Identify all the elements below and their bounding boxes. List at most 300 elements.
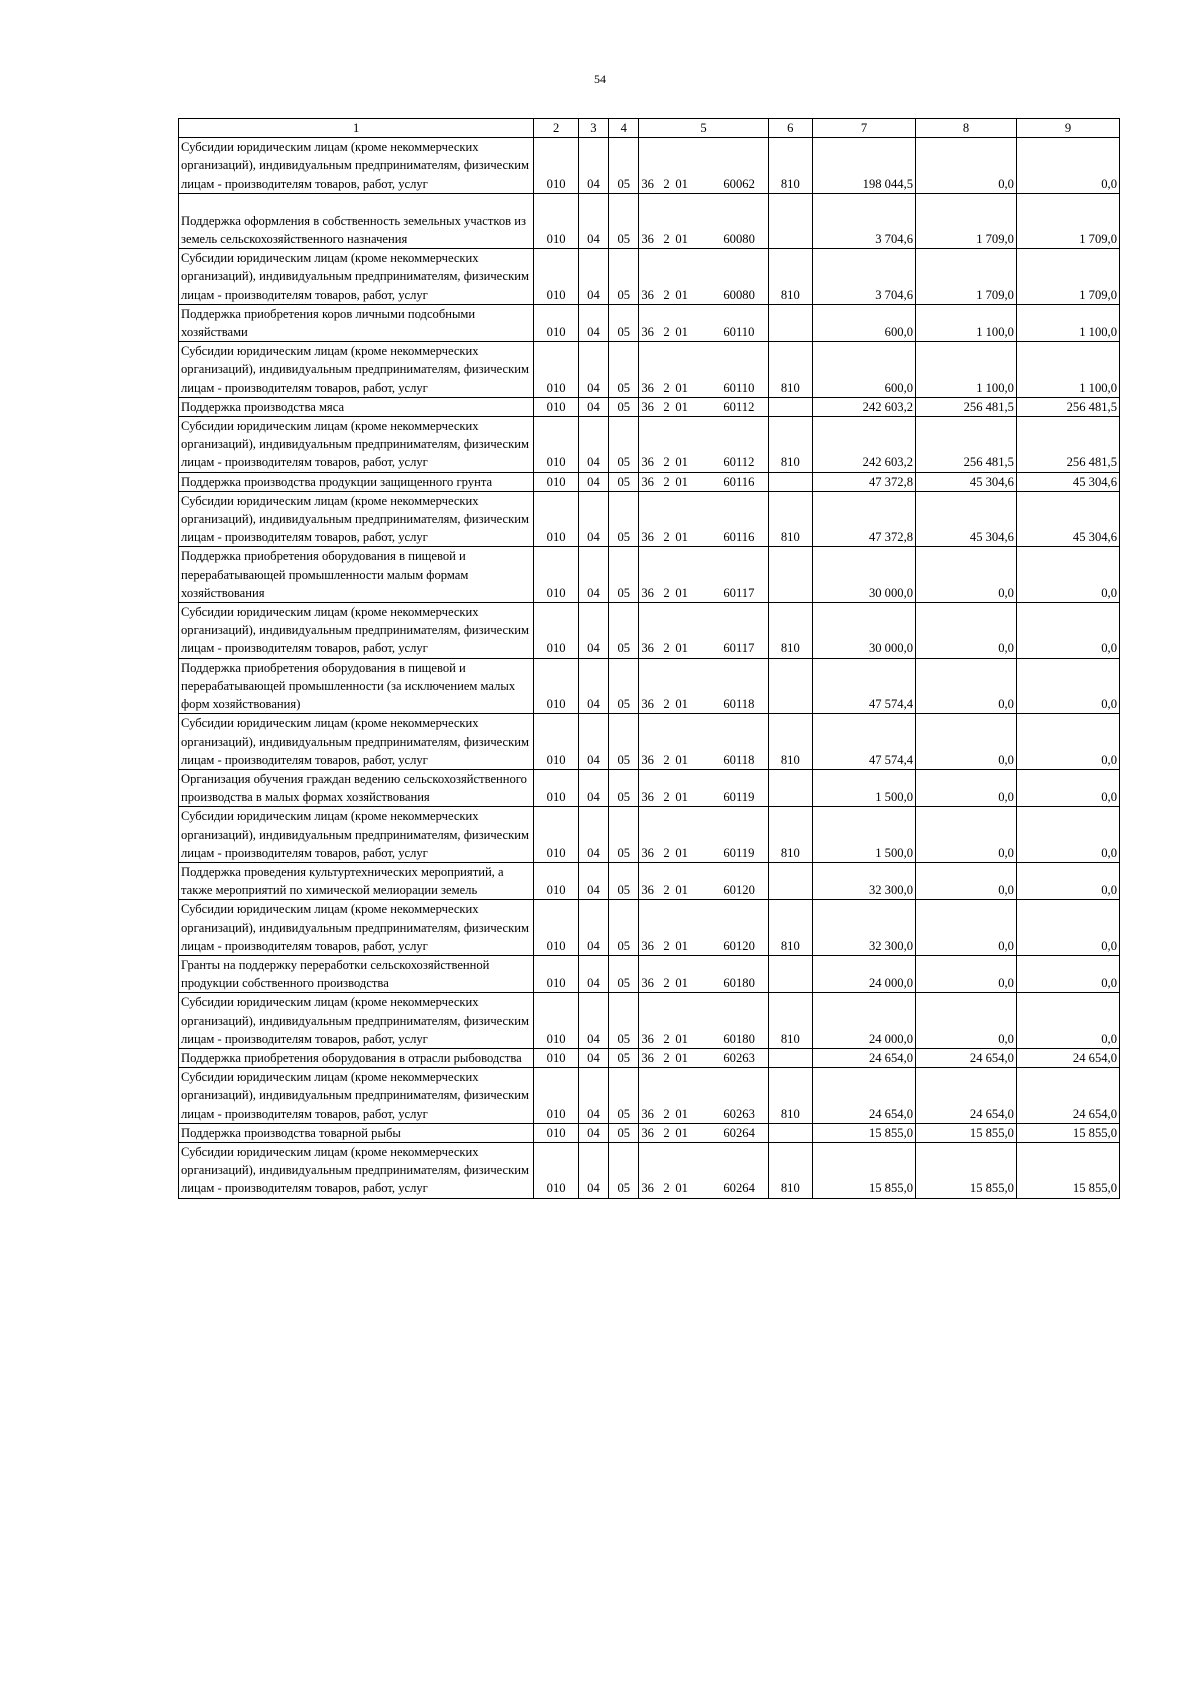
target-code-part: 60120 bbox=[723, 938, 755, 953]
row-target-code-cell bbox=[639, 547, 768, 603]
table-row bbox=[179, 807, 1120, 863]
row-target-code-cell bbox=[639, 397, 768, 416]
row-amount-col8: 1 709,0 bbox=[916, 193, 1017, 248]
table-row bbox=[179, 955, 1120, 992]
row-amount-col7: 242 603,2 bbox=[813, 417, 916, 473]
row-amount-col8: 256 481,5 bbox=[916, 397, 1017, 416]
target-code-part: 01 bbox=[675, 287, 688, 302]
row-expense-type-cell: 810 bbox=[768, 1142, 812, 1198]
row-name-cell: Поддержка проведения культуртехнических мероприятий, а также мероприятий по химической мелиорации земель bbox=[179, 862, 534, 899]
row-subsection-cell: 04 bbox=[578, 993, 608, 1049]
header-cell: 8 bbox=[916, 119, 1017, 138]
target-code-part: 36 bbox=[641, 474, 654, 489]
row-name-cell: Субсидии юридическим лицам (кроме некоммерческих организаций), индивидуальным предпринимателям, физическим лицам - производителям товаров, работ, услуг bbox=[179, 807, 534, 863]
row-target-code-cell bbox=[639, 1048, 768, 1067]
row-subsection2-cell: 05 bbox=[609, 807, 639, 863]
row-expense-type-cell: 810 bbox=[768, 491, 812, 547]
target-code-part: 36 bbox=[641, 380, 654, 395]
row-subsection2-cell: 05 bbox=[609, 900, 639, 956]
table-row bbox=[179, 547, 1120, 603]
target-code-part: 01 bbox=[675, 1106, 688, 1121]
row-amount-col9: 256 481,5 bbox=[1016, 397, 1119, 416]
target-code-part: 36 bbox=[641, 752, 654, 767]
header-cell: 1 bbox=[179, 119, 534, 138]
target-code-part: 60264 bbox=[723, 1125, 755, 1140]
table-row bbox=[179, 472, 1120, 491]
target-code-part: 01 bbox=[675, 474, 688, 489]
row-amount-col7: 24 000,0 bbox=[813, 955, 916, 992]
row-name-cell: Поддержка приобретения коров личными подсобными хозяйствами bbox=[179, 304, 534, 341]
target-code-part: 2 bbox=[663, 325, 670, 340]
row-subsection-cell: 04 bbox=[578, 658, 608, 714]
row-amount-col7: 30 000,0 bbox=[813, 603, 916, 659]
row-target-code-cell bbox=[639, 955, 768, 992]
row-amount-col8: 0,0 bbox=[916, 955, 1017, 992]
row-section-cell: 010 bbox=[534, 304, 578, 341]
row-name-cell: Поддержка производства товарной рыбы bbox=[179, 1123, 534, 1142]
target-code-part: 36 bbox=[641, 938, 654, 953]
row-subsection2-cell: 05 bbox=[609, 417, 639, 473]
target-code-part: 36 bbox=[641, 883, 654, 898]
row-section-cell: 010 bbox=[534, 993, 578, 1049]
row-amount-col9: 0,0 bbox=[1016, 138, 1119, 194]
row-expense-type-cell: 810 bbox=[768, 249, 812, 305]
row-amount-col7: 1 500,0 bbox=[813, 807, 916, 863]
row-amount-col7: 24 654,0 bbox=[813, 1048, 916, 1067]
row-section-cell: 010 bbox=[534, 807, 578, 863]
row-amount-col7: 30 000,0 bbox=[813, 547, 916, 603]
table-row bbox=[179, 249, 1120, 305]
target-code-part: 60116 bbox=[723, 530, 755, 545]
row-expense-type-cell: 810 bbox=[768, 714, 812, 770]
row-target-code-cell bbox=[639, 491, 768, 547]
row-expense-type-cell bbox=[768, 769, 812, 806]
target-code-part: 36 bbox=[641, 287, 654, 302]
table-row bbox=[179, 1123, 1120, 1142]
row-subsection2-cell: 05 bbox=[609, 603, 639, 659]
target-code-part: 60119 bbox=[723, 790, 755, 805]
target-code-part: 01 bbox=[675, 530, 688, 545]
target-code-part: 2 bbox=[663, 1106, 670, 1121]
row-name-cell: Поддержка производства продукции защищенного грунта bbox=[179, 472, 534, 491]
row-section-cell: 010 bbox=[534, 397, 578, 416]
row-name-cell: Поддержка приобретения оборудования в отрасли рыбоводства bbox=[179, 1048, 534, 1067]
row-amount-col8: 0,0 bbox=[916, 714, 1017, 770]
row-target-code-cell bbox=[639, 993, 768, 1049]
target-code-part: 60264 bbox=[723, 1181, 755, 1196]
target-code-part: 01 bbox=[675, 325, 688, 340]
row-amount-col9: 256 481,5 bbox=[1016, 417, 1119, 473]
target-code-part: 01 bbox=[675, 938, 688, 953]
row-amount-col7: 24 000,0 bbox=[813, 993, 916, 1049]
target-code-part: 36 bbox=[641, 1031, 654, 1046]
row-subsection-cell: 04 bbox=[578, 491, 608, 547]
row-amount-col9: 0,0 bbox=[1016, 547, 1119, 603]
header-cell: 6 bbox=[768, 119, 812, 138]
row-subsection-cell: 04 bbox=[578, 769, 608, 806]
row-subsection2-cell: 05 bbox=[609, 193, 639, 248]
row-subsection-cell: 04 bbox=[578, 342, 608, 398]
row-amount-col9: 24 654,0 bbox=[1016, 1068, 1119, 1124]
row-expense-type-cell: 810 bbox=[768, 807, 812, 863]
row-amount-col8: 24 654,0 bbox=[916, 1048, 1017, 1067]
target-code-part: 2 bbox=[663, 287, 670, 302]
row-amount-col8: 1 100,0 bbox=[916, 342, 1017, 398]
row-target-code-cell bbox=[639, 807, 768, 863]
target-code-part: 01 bbox=[675, 641, 688, 656]
row-amount-col7: 32 300,0 bbox=[813, 862, 916, 899]
target-code-part: 2 bbox=[663, 399, 670, 414]
target-code-part: 01 bbox=[675, 1181, 688, 1196]
row-amount-col8: 45 304,6 bbox=[916, 472, 1017, 491]
table-row bbox=[179, 1142, 1120, 1198]
row-subsection2-cell: 05 bbox=[609, 472, 639, 491]
row-amount-col9: 45 304,6 bbox=[1016, 472, 1119, 491]
target-code-part: 60062 bbox=[723, 176, 755, 191]
row-amount-col8: 24 654,0 bbox=[916, 1068, 1017, 1124]
row-expense-type-cell bbox=[768, 955, 812, 992]
target-code-part: 2 bbox=[663, 1031, 670, 1046]
row-subsection-cell: 04 bbox=[578, 603, 608, 659]
row-amount-col7: 47 372,8 bbox=[813, 491, 916, 547]
row-target-code-cell bbox=[639, 658, 768, 714]
row-name-cell: Субсидии юридическим лицам (кроме некоммерческих организаций), индивидуальным предпринимателям, физическим лицам - производителям товаров, работ, услуг bbox=[179, 138, 534, 194]
row-subsection-cell: 04 bbox=[578, 1068, 608, 1124]
row-amount-col7: 32 300,0 bbox=[813, 900, 916, 956]
row-amount-col7: 15 855,0 bbox=[813, 1142, 916, 1198]
row-amount-col7: 600,0 bbox=[813, 304, 916, 341]
row-subsection-cell: 04 bbox=[578, 138, 608, 194]
row-name-cell: Субсидии юридическим лицам (кроме некоммерческих организаций), индивидуальным предпринимателям, физическим лицам - производителям товаров, работ, услуг bbox=[179, 993, 534, 1049]
target-code-part: 01 bbox=[675, 380, 688, 395]
header-cell: 3 bbox=[578, 119, 608, 138]
row-section-cell: 010 bbox=[534, 955, 578, 992]
target-code-part: 01 bbox=[675, 845, 688, 860]
row-section-cell: 010 bbox=[534, 862, 578, 899]
row-amount-col8: 1 100,0 bbox=[916, 304, 1017, 341]
row-amount-col8: 0,0 bbox=[916, 900, 1017, 956]
target-code-part: 2 bbox=[663, 976, 670, 991]
row-subsection2-cell: 05 bbox=[609, 955, 639, 992]
target-code-part: 60110 bbox=[723, 380, 755, 395]
row-subsection-cell: 04 bbox=[578, 1048, 608, 1067]
row-target-code-cell bbox=[639, 900, 768, 956]
target-code-part: 60263 bbox=[723, 1106, 755, 1121]
row-subsection2-cell: 05 bbox=[609, 714, 639, 770]
table-row bbox=[179, 342, 1120, 398]
row-amount-col7: 47 574,4 bbox=[813, 658, 916, 714]
row-subsection2-cell: 05 bbox=[609, 491, 639, 547]
target-code-part: 36 bbox=[641, 976, 654, 991]
header-cell: 9 bbox=[1016, 119, 1119, 138]
row-expense-type-cell bbox=[768, 472, 812, 491]
row-amount-col9: 1 100,0 bbox=[1016, 304, 1119, 341]
row-subsection2-cell: 05 bbox=[609, 658, 639, 714]
target-code-part: 36 bbox=[641, 325, 654, 340]
row-name-cell: Поддержка производства мяса bbox=[179, 397, 534, 416]
row-subsection-cell: 04 bbox=[578, 807, 608, 863]
target-code-part: 2 bbox=[663, 1050, 670, 1065]
header-cell: 7 bbox=[813, 119, 916, 138]
row-amount-col7: 47 574,4 bbox=[813, 714, 916, 770]
row-amount-col9: 1 100,0 bbox=[1016, 342, 1119, 398]
row-name-cell: Субсидии юридическим лицам (кроме некоммерческих организаций), индивидуальным предпринимателям, физическим лицам - производителям товаров, работ, услуг bbox=[179, 1142, 534, 1198]
row-amount-col8: 45 304,6 bbox=[916, 491, 1017, 547]
target-code-part: 36 bbox=[641, 232, 654, 247]
target-code-part: 01 bbox=[675, 232, 688, 247]
row-amount-col7: 3 704,6 bbox=[813, 193, 916, 248]
target-code-part: 36 bbox=[641, 790, 654, 805]
header-cell: 2 bbox=[534, 119, 578, 138]
row-expense-type-cell: 810 bbox=[768, 900, 812, 956]
row-expense-type-cell: 810 bbox=[768, 417, 812, 473]
target-code-part: 36 bbox=[641, 1181, 654, 1196]
target-code-part: 60080 bbox=[723, 287, 755, 302]
row-subsection2-cell: 05 bbox=[609, 862, 639, 899]
target-code-part: 60120 bbox=[723, 883, 755, 898]
row-target-code-cell bbox=[639, 769, 768, 806]
target-code-part: 01 bbox=[675, 1050, 688, 1065]
row-target-code-cell bbox=[639, 1068, 768, 1124]
row-amount-col9: 15 855,0 bbox=[1016, 1142, 1119, 1198]
target-code-part: 01 bbox=[675, 697, 688, 712]
row-amount-col9: 0,0 bbox=[1016, 603, 1119, 659]
row-amount-col8: 0,0 bbox=[916, 807, 1017, 863]
target-code-part: 60112 bbox=[723, 455, 755, 470]
table-row bbox=[179, 769, 1120, 806]
target-code-part: 60117 bbox=[723, 641, 755, 656]
row-subsection2-cell: 05 bbox=[609, 769, 639, 806]
row-section-cell: 010 bbox=[534, 417, 578, 473]
row-section-cell: 010 bbox=[534, 603, 578, 659]
row-expense-type-cell: 810 bbox=[768, 993, 812, 1049]
target-code-part: 2 bbox=[663, 1181, 670, 1196]
row-subsection2-cell: 05 bbox=[609, 993, 639, 1049]
row-target-code-cell bbox=[639, 1123, 768, 1142]
row-amount-col7: 242 603,2 bbox=[813, 397, 916, 416]
row-name-cell: Субсидии юридическим лицам (кроме некоммерческих организаций), индивидуальным предпринимателям, физическим лицам - производителям товаров, работ, услуг bbox=[179, 900, 534, 956]
header-row bbox=[179, 119, 1120, 138]
row-name-cell: Субсидии юридическим лицам (кроме некоммерческих организаций), индивидуальным предпринимателям, физическим лицам - производителям товаров, работ, услуг bbox=[179, 417, 534, 473]
target-code-part: 60116 bbox=[723, 474, 755, 489]
target-code-part: 2 bbox=[663, 641, 670, 656]
row-subsection-cell: 04 bbox=[578, 193, 608, 248]
target-code-part: 60117 bbox=[723, 585, 755, 600]
row-section-cell: 010 bbox=[534, 900, 578, 956]
row-amount-col7: 600,0 bbox=[813, 342, 916, 398]
table-row bbox=[179, 417, 1120, 473]
target-code-part: 2 bbox=[663, 938, 670, 953]
row-expense-type-cell bbox=[768, 397, 812, 416]
row-subsection-cell: 04 bbox=[578, 955, 608, 992]
table-row bbox=[179, 397, 1120, 416]
table-row bbox=[179, 658, 1120, 714]
row-section-cell: 010 bbox=[534, 547, 578, 603]
target-code-part: 2 bbox=[663, 790, 670, 805]
row-subsection2-cell: 05 bbox=[609, 1123, 639, 1142]
target-code-part: 2 bbox=[663, 585, 670, 600]
row-amount-col7: 198 044,5 bbox=[813, 138, 916, 194]
row-target-code-cell bbox=[639, 862, 768, 899]
row-target-code-cell bbox=[639, 714, 768, 770]
row-name-cell: Гранты на поддержку переработки сельскохозяйственной продукции собственного производства bbox=[179, 955, 534, 992]
row-subsection-cell: 04 bbox=[578, 1123, 608, 1142]
target-code-part: 36 bbox=[641, 585, 654, 600]
table-row bbox=[179, 900, 1120, 956]
row-amount-col9: 1 709,0 bbox=[1016, 249, 1119, 305]
row-subsection2-cell: 05 bbox=[609, 397, 639, 416]
target-code-part: 36 bbox=[641, 530, 654, 545]
row-name-cell: Субсидии юридическим лицам (кроме некоммерческих организаций), индивидуальным предпринимателям, физическим лицам - производителям товаров, работ, услуг bbox=[179, 1068, 534, 1124]
row-subsection2-cell: 05 bbox=[609, 249, 639, 305]
page-number: 54 bbox=[594, 72, 606, 86]
row-expense-type-cell bbox=[768, 862, 812, 899]
row-amount-col9: 0,0 bbox=[1016, 900, 1119, 956]
row-subsection-cell: 04 bbox=[578, 862, 608, 899]
row-amount-col9: 0,0 bbox=[1016, 658, 1119, 714]
row-subsection-cell: 04 bbox=[578, 714, 608, 770]
row-target-code-cell bbox=[639, 304, 768, 341]
table-row bbox=[179, 138, 1120, 194]
row-name-cell: Субсидии юридическим лицам (кроме некоммерческих организаций), индивидуальным предпринимателям, физическим лицам - производителям товаров, работ, услуг bbox=[179, 342, 534, 398]
row-amount-col7: 3 704,6 bbox=[813, 249, 916, 305]
target-code-part: 01 bbox=[675, 1031, 688, 1046]
target-code-part: 60180 bbox=[723, 1031, 755, 1046]
target-code-part: 60118 bbox=[723, 752, 755, 767]
target-code-part: 36 bbox=[641, 1106, 654, 1121]
target-code-part: 36 bbox=[641, 399, 654, 414]
row-amount-col8: 0,0 bbox=[916, 862, 1017, 899]
row-amount-col8: 0,0 bbox=[916, 547, 1017, 603]
budget-table bbox=[178, 118, 1120, 1199]
row-target-code-cell bbox=[639, 342, 768, 398]
table-row bbox=[179, 714, 1120, 770]
row-amount-col7: 24 654,0 bbox=[813, 1068, 916, 1124]
target-code-part: 2 bbox=[663, 845, 670, 860]
target-code-part: 2 bbox=[663, 1125, 670, 1140]
header-cell: 4 bbox=[609, 119, 639, 138]
row-name-cell: Субсидии юридическим лицам (кроме некоммерческих организаций), индивидуальным предпринимателям, физическим лицам - производителям товаров, работ, услуг bbox=[179, 603, 534, 659]
row-section-cell: 010 bbox=[534, 1123, 578, 1142]
row-expense-type-cell bbox=[768, 193, 812, 248]
target-code-part: 2 bbox=[663, 697, 670, 712]
row-amount-col8: 0,0 bbox=[916, 603, 1017, 659]
row-name-cell: Субсидии юридическим лицам (кроме некоммерческих организаций), индивидуальным предпринимателям, физическим лицам - производителям товаров, работ, услуг bbox=[179, 491, 534, 547]
row-expense-type-cell bbox=[768, 658, 812, 714]
row-name-cell: Субсидии юридическим лицам (кроме некоммерческих организаций), индивидуальным предпринимателям, физическим лицам - производителям товаров, работ, услуг bbox=[179, 714, 534, 770]
target-code-part: 60080 bbox=[723, 232, 755, 247]
target-code-part: 01 bbox=[675, 585, 688, 600]
row-section-cell: 010 bbox=[534, 769, 578, 806]
table-row bbox=[179, 862, 1120, 899]
target-code-part: 36 bbox=[641, 697, 654, 712]
row-expense-type-cell: 810 bbox=[768, 342, 812, 398]
row-amount-col8: 256 481,5 bbox=[916, 417, 1017, 473]
row-section-cell: 010 bbox=[534, 193, 578, 248]
target-code-part: 2 bbox=[663, 474, 670, 489]
table-row bbox=[179, 1048, 1120, 1067]
target-code-part: 60118 bbox=[723, 697, 755, 712]
row-amount-col9: 1 709,0 bbox=[1016, 193, 1119, 248]
target-code-part: 36 bbox=[641, 455, 654, 470]
table-row bbox=[179, 1068, 1120, 1124]
target-code-part: 60110 bbox=[723, 325, 755, 340]
target-code-part: 36 bbox=[641, 641, 654, 656]
row-expense-type-cell: 810 bbox=[768, 603, 812, 659]
row-amount-col9: 0,0 bbox=[1016, 714, 1119, 770]
row-name-cell: Организация обучения граждан ведению сельскохозяйственного производства в малых формах хозяйствования bbox=[179, 769, 534, 806]
target-code-part: 60180 bbox=[723, 976, 755, 991]
row-subsection2-cell: 05 bbox=[609, 1142, 639, 1198]
row-name-cell: Поддержка приобретения оборудования в пищевой и перерабатывающей промышленности малым формам хозяйствования bbox=[179, 547, 534, 603]
row-subsection-cell: 04 bbox=[578, 397, 608, 416]
row-expense-type-cell: 810 bbox=[768, 138, 812, 194]
row-section-cell: 010 bbox=[534, 714, 578, 770]
row-expense-type-cell bbox=[768, 547, 812, 603]
row-name-cell: Субсидии юридическим лицам (кроме некоммерческих организаций), индивидуальным предпринимателям, физическим лицам - производителям товаров, работ, услуг bbox=[179, 249, 534, 305]
row-subsection2-cell: 05 bbox=[609, 547, 639, 603]
target-code-part: 2 bbox=[663, 380, 670, 395]
row-amount-col7: 15 855,0 bbox=[813, 1123, 916, 1142]
row-amount-col9: 24 654,0 bbox=[1016, 1048, 1119, 1067]
row-section-cell: 010 bbox=[534, 658, 578, 714]
target-code-part: 36 bbox=[641, 1050, 654, 1065]
row-section-cell: 010 bbox=[534, 1048, 578, 1067]
target-code-part: 01 bbox=[675, 752, 688, 767]
target-code-part: 01 bbox=[675, 790, 688, 805]
row-section-cell: 010 bbox=[534, 1142, 578, 1198]
target-code-part: 01 bbox=[675, 399, 688, 414]
row-subsection2-cell: 05 bbox=[609, 342, 639, 398]
target-code-part: 2 bbox=[663, 883, 670, 898]
row-subsection2-cell: 05 bbox=[609, 1068, 639, 1124]
row-subsection-cell: 04 bbox=[578, 547, 608, 603]
target-code-part: 2 bbox=[663, 176, 670, 191]
row-amount-col9: 0,0 bbox=[1016, 807, 1119, 863]
row-amount-col9: 0,0 bbox=[1016, 993, 1119, 1049]
table-row bbox=[179, 993, 1120, 1049]
row-amount-col8: 0,0 bbox=[916, 769, 1017, 806]
target-code-part: 36 bbox=[641, 1125, 654, 1140]
row-amount-col8: 15 855,0 bbox=[916, 1142, 1017, 1198]
row-amount-col9: 15 855,0 bbox=[1016, 1123, 1119, 1142]
row-expense-type-cell bbox=[768, 304, 812, 341]
table-row bbox=[179, 304, 1120, 341]
row-subsection-cell: 04 bbox=[578, 472, 608, 491]
table-row bbox=[179, 603, 1120, 659]
target-code-part: 2 bbox=[663, 530, 670, 545]
row-amount-col9: 0,0 bbox=[1016, 862, 1119, 899]
target-code-part: 36 bbox=[641, 845, 654, 860]
row-subsection2-cell: 05 bbox=[609, 304, 639, 341]
row-section-cell: 010 bbox=[534, 249, 578, 305]
row-subsection-cell: 04 bbox=[578, 900, 608, 956]
row-section-cell: 010 bbox=[534, 342, 578, 398]
row-amount-col8: 15 855,0 bbox=[916, 1123, 1017, 1142]
table-row bbox=[179, 491, 1120, 547]
target-code-part: 2 bbox=[663, 752, 670, 767]
target-code-part: 01 bbox=[675, 455, 688, 470]
row-expense-type-cell: 810 bbox=[768, 1068, 812, 1124]
row-subsection2-cell: 05 bbox=[609, 138, 639, 194]
table-row bbox=[179, 193, 1120, 248]
row-amount-col8: 1 709,0 bbox=[916, 249, 1017, 305]
row-expense-type-cell bbox=[768, 1123, 812, 1142]
row-target-code-cell bbox=[639, 472, 768, 491]
row-amount-col9: 45 304,6 bbox=[1016, 491, 1119, 547]
row-section-cell: 010 bbox=[534, 472, 578, 491]
header-cell: 5 bbox=[639, 119, 768, 138]
